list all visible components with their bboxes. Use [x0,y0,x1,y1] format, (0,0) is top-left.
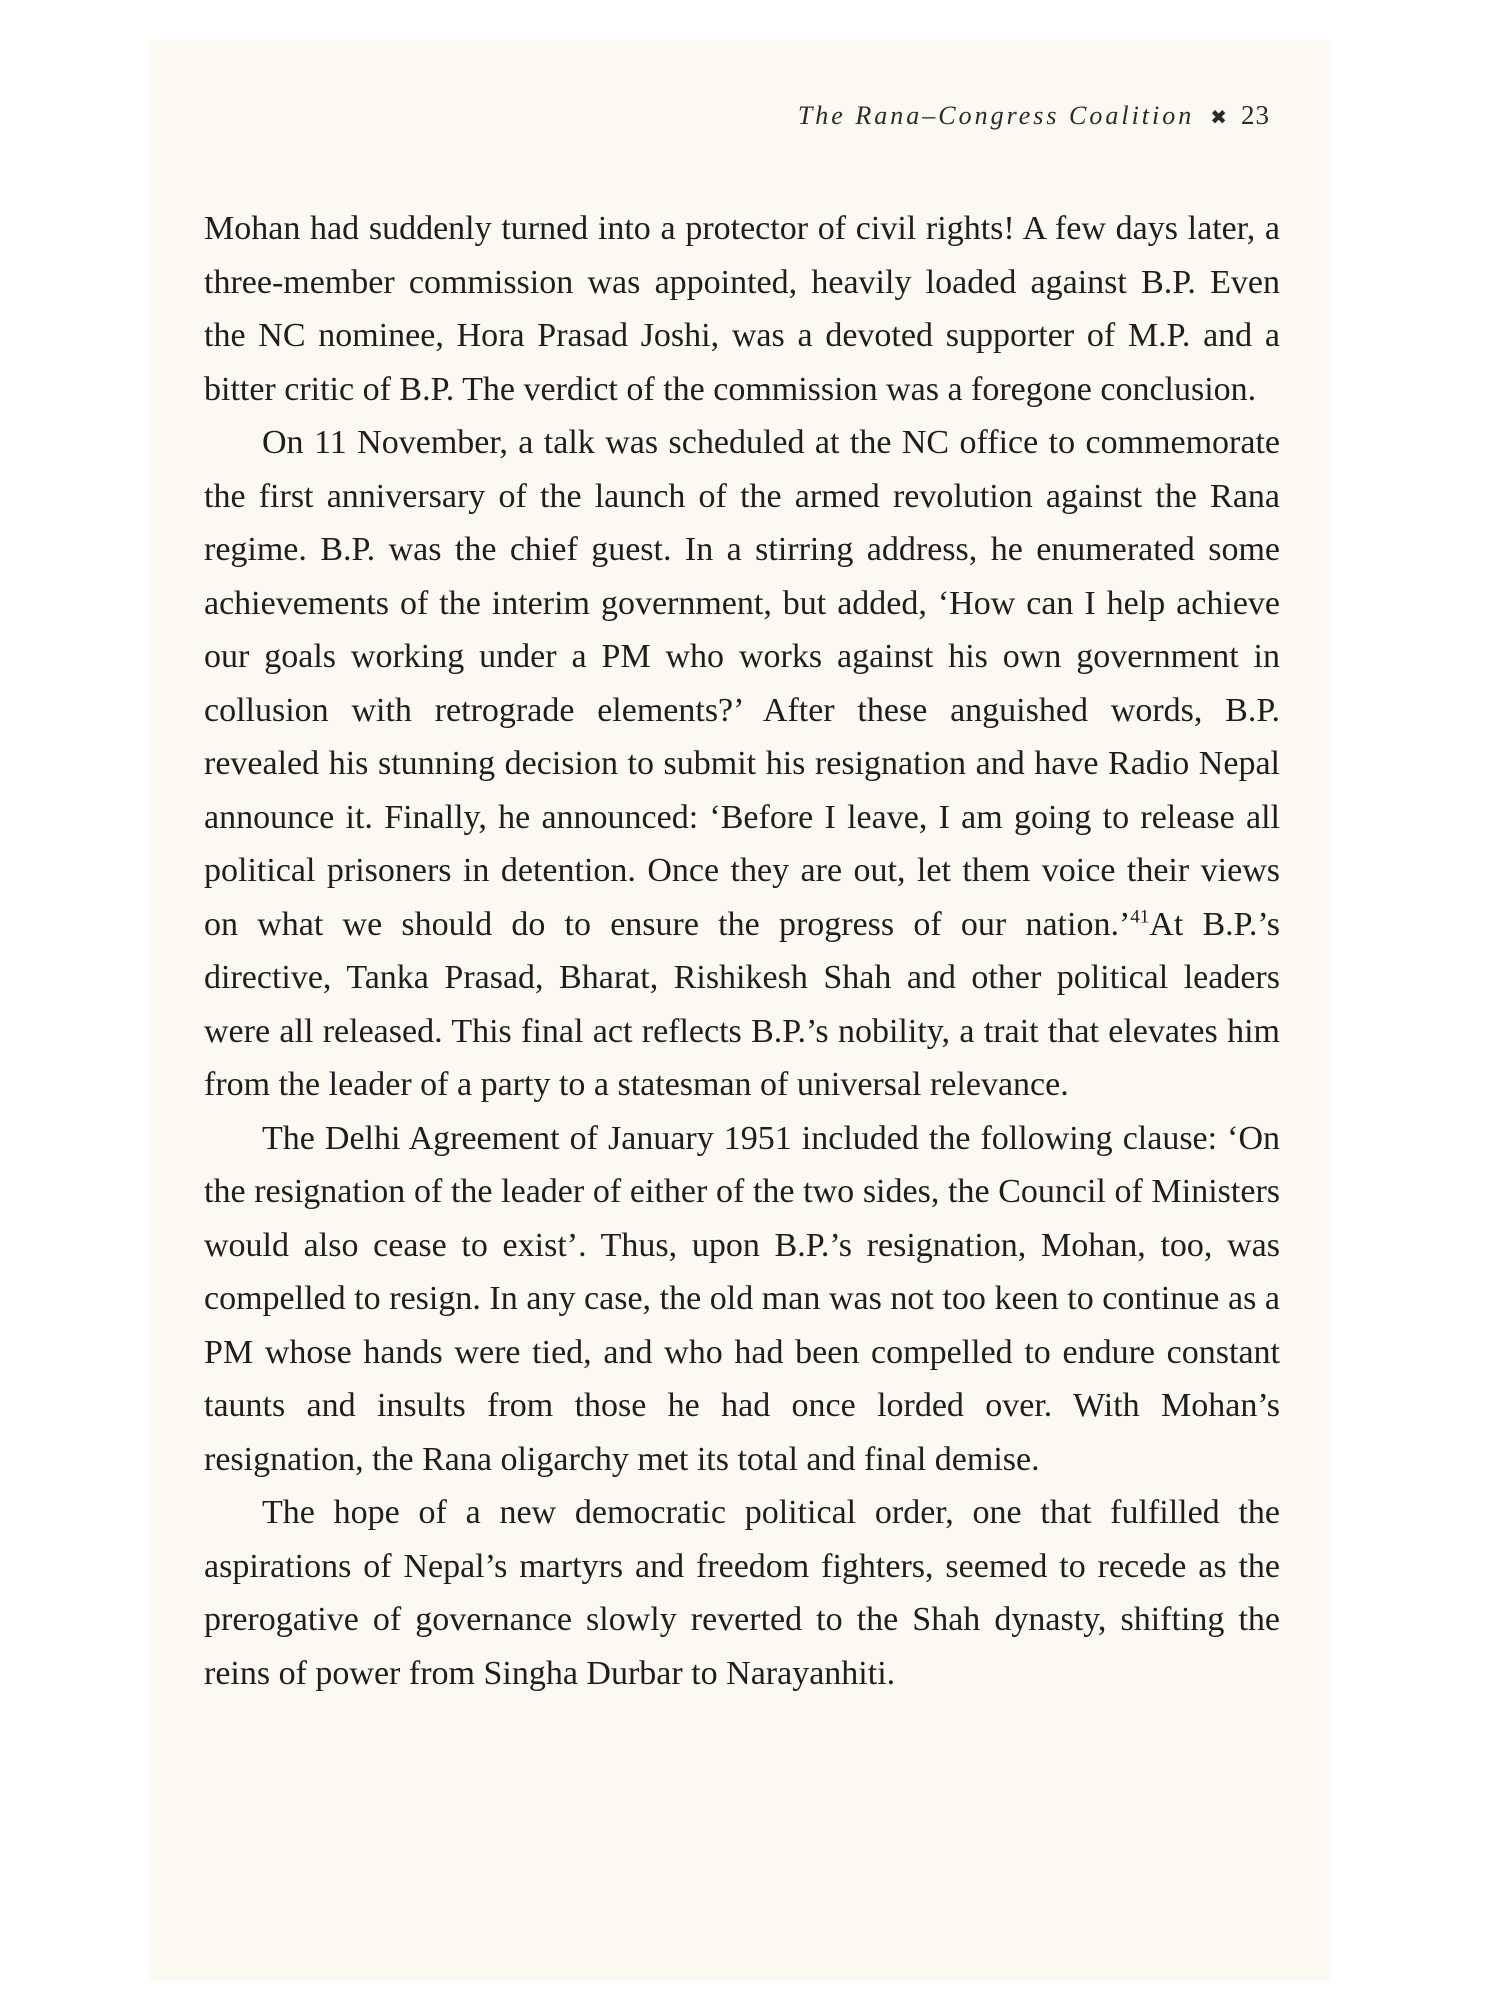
body-text [204,202,1280,1700]
page-number: 23 [1241,100,1270,130]
paragraph-2-text-after: At B.P.’s directive, Tanka Prasad, Bharat, Rishikesh Shah and other political leaders were all released. This final act reflects B.P.’s nobility, a trait that elevates him from the leader of a party to a statesman of universal relevance. [204,905,1281,1103]
paragraph-3: The Delhi Agreement of January 1951 included the following clause: ‘On the resignation of the leader of either of the two sides, the Council of Ministers would also cease to exist’. Thus, upon B.P.’s resignation, Mohan, too, was compelled to resign. In any case, the old man was not too keen to continue as a PM whose hands were tied, and who had been compelled to endure constant taunts and insults from those he had once lorded over. With Mohan’s resignation, the Rana oligarchy met its total and final demise. [204,1119,1280,1478]
paragraph-2 [204,416,1280,1112]
paragraph-2-text-before: On 11 November, a talk was scheduled at the NC office to commemorate the first anniversary of the launch of the armed revolution against the Rana regime. B.P. was the chief guest. In a stirring address, he enumerated some achievements of the interim government, but added, ‘How can I help achieve our goals working under a PM who works against his own government in collusion with retrograde elements?’ After these anguished words, B.P. revealed his stunning decision to submit his resignation and have Radio Nepal announce it. Finally, he announced: ‘Before I leave, I am going to release all political prisoners in detention. Once they are out, let them voice their views on what we should do to ensure the progress of our nation.’ [204,424,1280,943]
footnote-marker: 41 [1130,906,1150,928]
paragraph-1: Mohan had suddenly turned into a protector of civil rights! A few days later, a three-member commission was appointed, heavily loaded against B.P. Even the NC nominee, Hora Prasad Joshi, was a devoted supporter of M.P. and a bitter critic of B.P. The verdict of the commission was a foregone conclusion. [204,210,1280,408]
paragraph-4: The hope of a new democratic political order, one that fulfilled the aspirations of Nepal’s martyrs and freedom fighters, seemed to recede as the prerogative of governance slowly reverted to the Shah dynasty, shifting the reins of power from Singha Durbar to Narayanhiti. [204,1494,1280,1692]
running-title: The Rana–Congress Coalition [797,101,1195,130]
running-header [798,100,1270,131]
ornament-icon: ✖ [1210,107,1229,129]
book-page [150,40,1330,1980]
